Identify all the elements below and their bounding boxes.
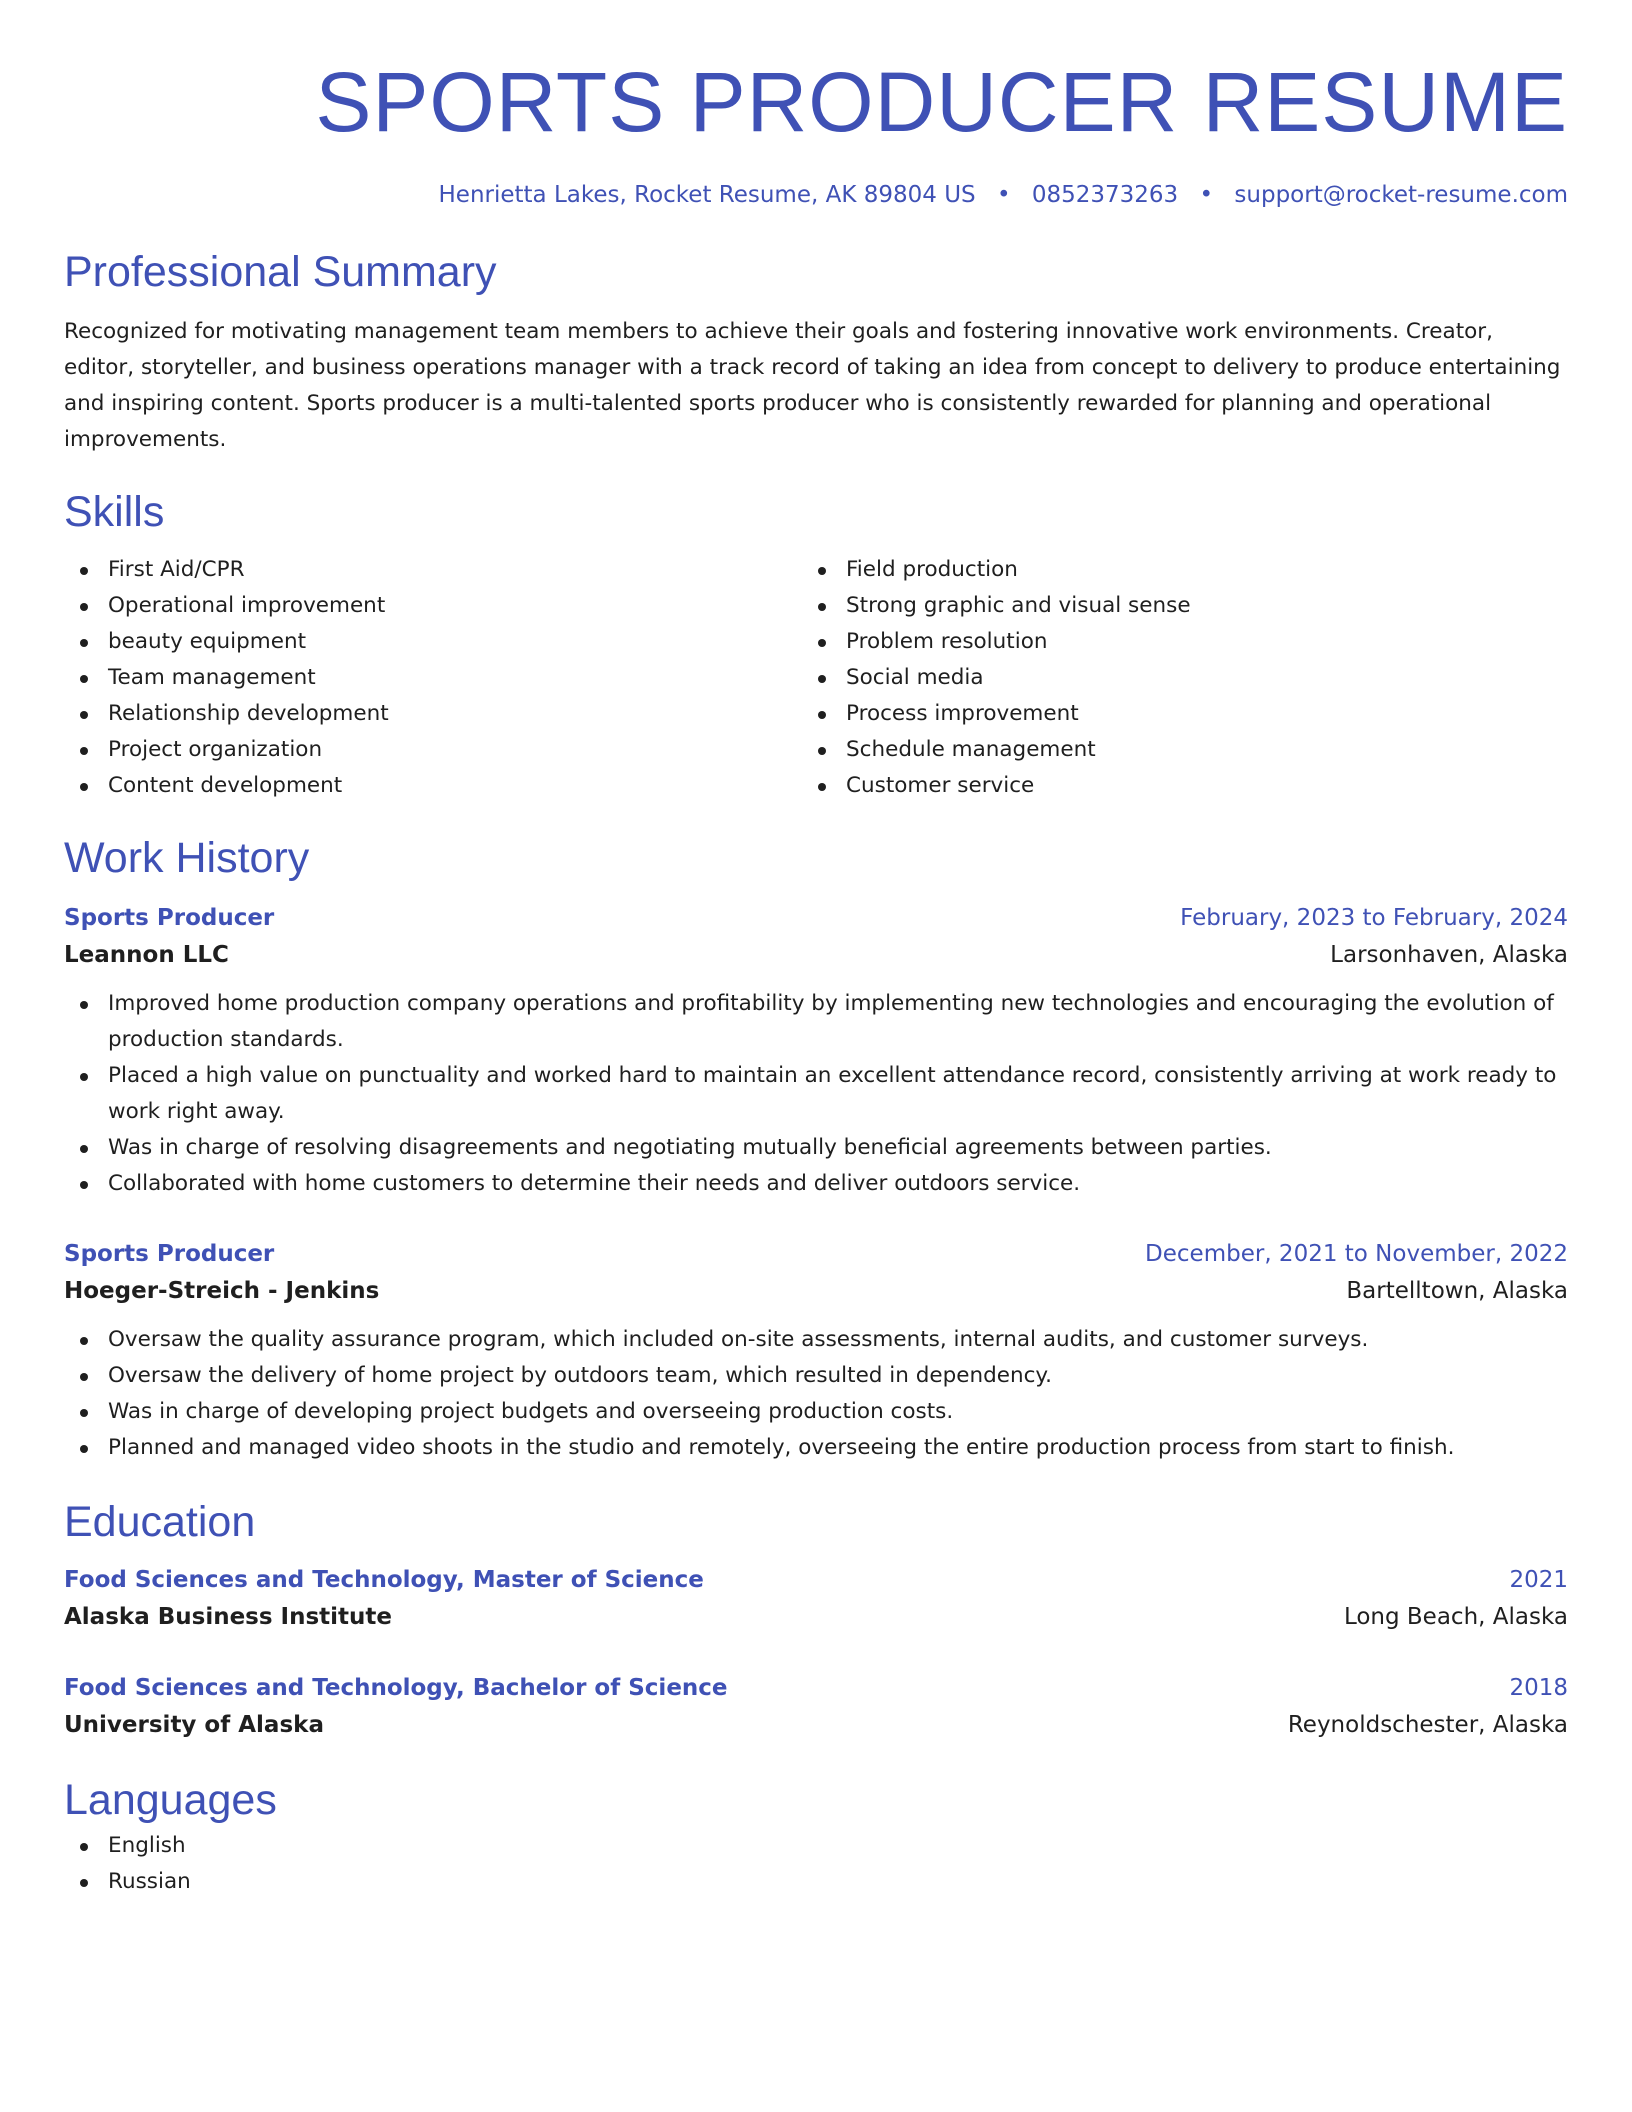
job-title: Sports Producer <box>64 905 275 931</box>
school-name: Alaska Business Institute <box>64 1604 393 1630</box>
summary-heading: Professional Summary <box>64 248 497 296</box>
job-duty: Was in charge of resolving disagreements and negotiating mutually beneficial agreements between parties. <box>64 1130 1568 1166</box>
skills-column-left <box>64 552 802 804</box>
job-duty: Collaborated with home customers to determine their needs and deliver outdoors service. <box>64 1166 1568 1202</box>
skill-item: Content development <box>64 768 802 804</box>
language-item: Russian <box>64 1864 1568 1900</box>
work-entry <box>64 900 1568 1202</box>
work-history-heading: Work History <box>64 834 310 882</box>
languages-list <box>64 1828 1568 1900</box>
degree-name: Food Sciences and Technology, Master of Science <box>64 1567 704 1593</box>
job-duty: Oversaw the quality assurance program, which included on-site assessments, internal audits, and customer surveys. <box>64 1322 1568 1358</box>
skill-item: Process improvement <box>802 696 1540 732</box>
graduation-year: 2018 <box>1509 1675 1568 1701</box>
education-entry-subheader <box>64 1598 1568 1636</box>
company-name: Hoeger-Streich - Jenkins <box>64 1278 380 1304</box>
job-duty: Placed a high value on punctuality and worked hard to maintain an excellent attendance record, consistently arriving at work ready to work right away. <box>64 1058 1568 1130</box>
job-dates: December, 2021 to November, 2022 <box>1145 1241 1568 1267</box>
contact-separator: • <box>1199 182 1214 208</box>
job-duties-list <box>64 986 1568 1202</box>
job-duties-list <box>64 1322 1568 1466</box>
company-name: Leannon LLC <box>64 942 229 968</box>
school-location: Long Beach, Alaska <box>1343 1604 1568 1630</box>
job-dates: February, 2023 to February, 2024 <box>1180 905 1568 931</box>
skill-item: First Aid/CPR <box>64 552 802 588</box>
education-entry-header <box>64 1670 1568 1706</box>
contact-separator: • <box>996 182 1011 208</box>
work-entry-subheader <box>64 936 1568 974</box>
job-duty: Oversaw the delivery of home project by outdoors team, which resulted in dependency. <box>64 1358 1568 1394</box>
skill-item: Relationship development <box>64 696 802 732</box>
school-location: Reynoldschester, Alaska <box>1287 1712 1568 1738</box>
skill-item: Customer service <box>802 768 1540 804</box>
job-duty: Was in charge of developing project budgets and overseeing production costs. <box>64 1394 1568 1430</box>
skill-item: Team management <box>64 660 802 696</box>
job-duty: Planned and managed video shoots in the studio and remotely, overseeing the entire production process from start to finish. <box>64 1430 1568 1466</box>
skills-grid <box>64 552 1568 804</box>
skill-item: Social media <box>802 660 1540 696</box>
skill-item: Field production <box>802 552 1540 588</box>
skill-item: beauty equipment <box>64 624 802 660</box>
skill-item: Operational improvement <box>64 588 802 624</box>
languages-heading: Languages <box>64 1776 277 1824</box>
skill-item: Strong graphic and visual sense <box>802 588 1540 624</box>
education-entry <box>64 1670 1568 1744</box>
work-entry-header <box>64 1236 1568 1272</box>
skill-item: Project organization <box>64 732 802 768</box>
summary-text: Recognized for motivating management team members to achieve their goals and fostering innovative work environments. Creator, editor, storyteller, and business operations manager with a track record of taking an idea from concept to delivery to produce entertaining and inspiring content. Sports producer is a multi-talented sports producer who is consistently rewarded for planning and operational improvements. <box>64 319 1561 452</box>
job-location: Larsonhaven, Alaska <box>1330 942 1568 968</box>
education-entry-subheader <box>64 1706 1568 1744</box>
work-entry-subheader <box>64 1272 1568 1310</box>
contact-address: Henrietta Lakes, Rocket Resume, AK 89804 US <box>438 182 976 208</box>
skills-column-right <box>802 552 1540 804</box>
skill-item: Problem resolution <box>802 624 1540 660</box>
contact-email: support@rocket-resume.com <box>1234 182 1568 208</box>
graduation-year: 2021 <box>1509 1567 1568 1593</box>
work-entry-header <box>64 900 1568 936</box>
resume-title: SPORTS PRODUCER RESUME <box>315 55 1568 149</box>
skills-heading: Skills <box>64 488 165 536</box>
work-entry <box>64 1236 1568 1466</box>
education-entry-header <box>64 1562 1568 1598</box>
job-location: Bartelltown, Alaska <box>1346 1278 1568 1304</box>
language-item: English <box>64 1828 1568 1864</box>
contact-phone: 0852373263 <box>1031 182 1179 208</box>
skill-item: Schedule management <box>802 732 1540 768</box>
job-duty: Improved home production company operations and profitability by implementing new technologies and encouraging the evolution of production standards. <box>64 986 1568 1058</box>
education-heading: Education <box>64 1498 256 1546</box>
degree-name: Food Sciences and Technology, Bachelor of Science <box>64 1675 728 1701</box>
job-title: Sports Producer <box>64 1241 275 1267</box>
school-name: University of Alaska <box>64 1712 324 1738</box>
education-entry <box>64 1562 1568 1636</box>
contact-line <box>64 178 1568 212</box>
